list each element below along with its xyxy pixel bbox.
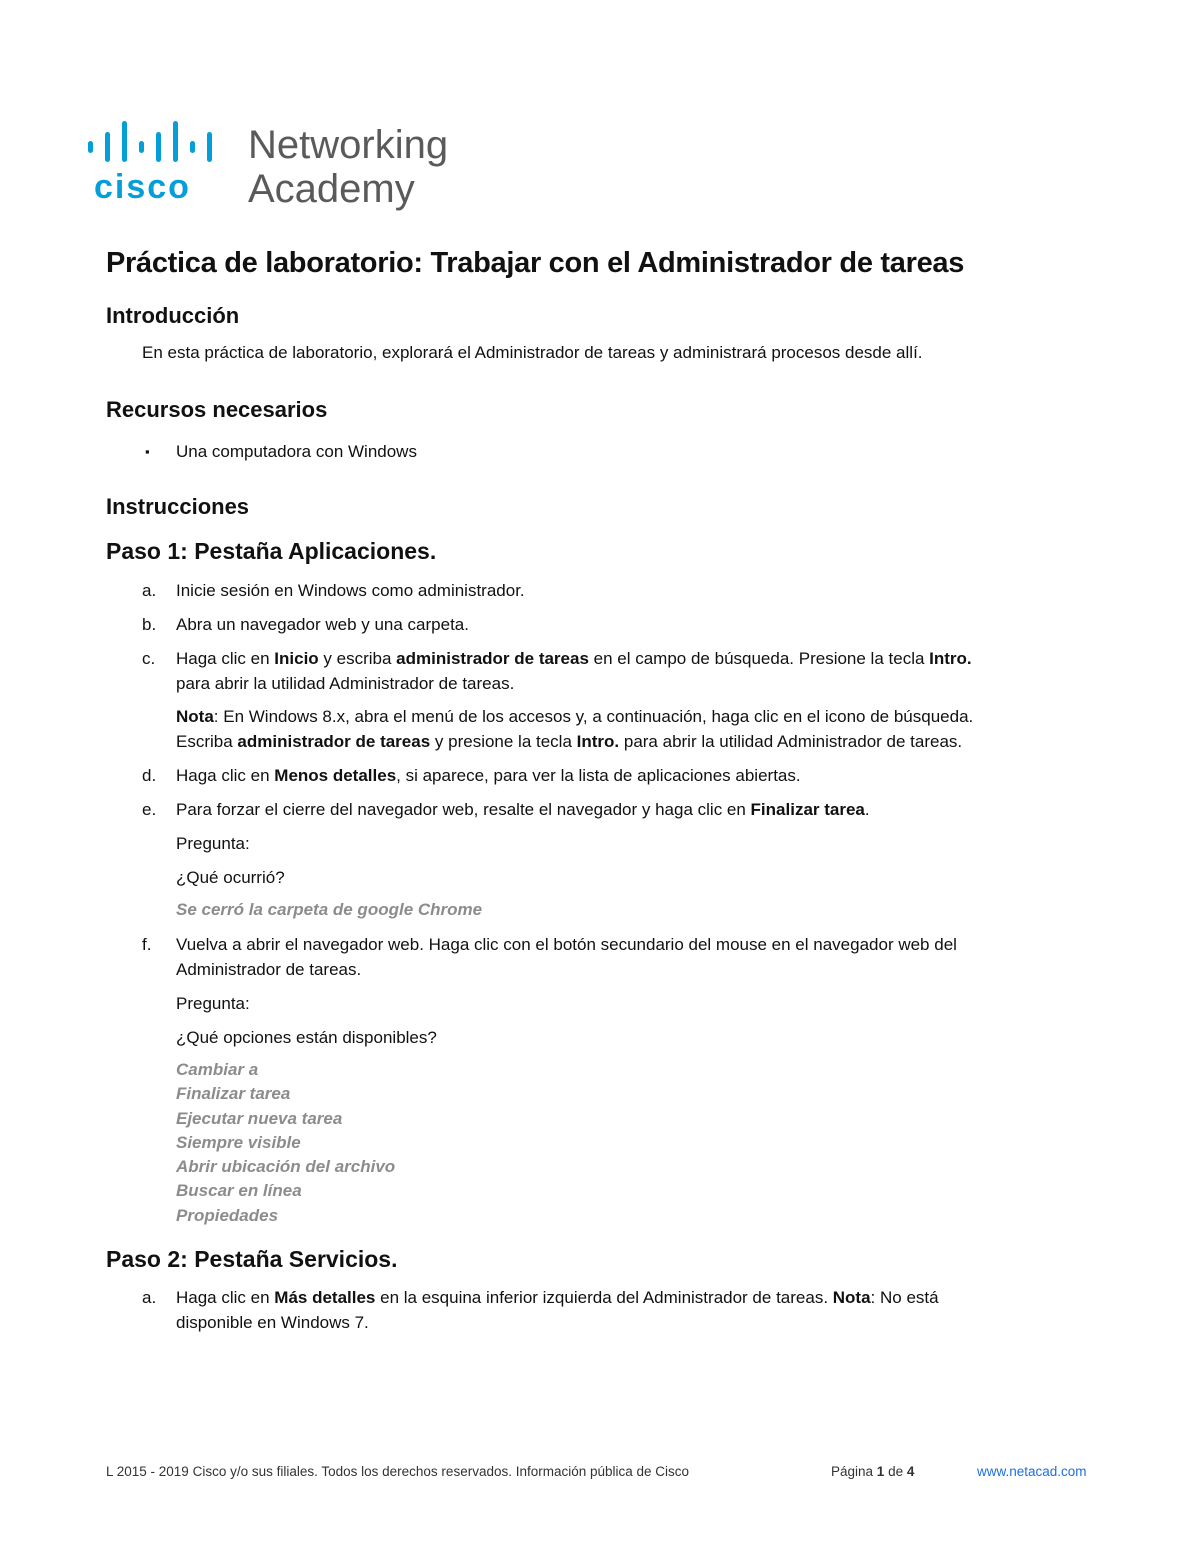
step1-e-marker: e.	[142, 800, 157, 819]
step1-heading: Paso 1: Pestaña Aplicaciones.	[106, 538, 437, 564]
step1-f-question: ¿Qué opciones están disponibles?	[176, 1028, 437, 1047]
step1-f-answers	[176, 1058, 395, 1228]
cisco-networking-academy-logo	[86, 118, 476, 213]
answer-item: Ejecutar nueva tarea	[176, 1108, 343, 1128]
resource-item: Una computadora con Windows	[176, 442, 417, 461]
step2-a-marker: a.	[142, 1288, 157, 1307]
step2-a-text: Haga clic en Más detalles en la esquina inferior izquierda del Administrador de tareas. Nota: No está disponible en Windows 7.	[176, 1288, 939, 1332]
cisco-bars	[88, 121, 212, 162]
step1-d-marker: d.	[142, 766, 157, 785]
answer-item: Siempre visible	[176, 1132, 301, 1152]
step1-e-question-label: Pregunta:	[176, 834, 250, 853]
step1-b-marker: b.	[142, 615, 157, 634]
logo-line-networking: Networking	[248, 123, 449, 167]
footer-copyright: L 2015 - 2019 Cisco y/o sus filiales. Todos los derechos reservados. Información pública de Cisco	[106, 1464, 690, 1479]
answer-item: Finalizar tarea	[176, 1084, 291, 1104]
answer-item: Abrir ubicación del archivo	[176, 1157, 396, 1177]
step1-f-question-label: Pregunta:	[176, 994, 250, 1013]
footer-link[interactable]: www.netacad.com	[977, 1464, 1087, 1479]
step1-e-text: Para forzar el cierre del navegador web, resalte el navegador y haga clic en Finalizar tarea.	[176, 800, 870, 819]
step1-f-marker: f.	[142, 935, 152, 954]
step1-d-text: Haga clic en Menos detalles, si aparece, para ver la lista de aplicaciones abiertas.	[176, 766, 801, 785]
step1-c-note: Nota: En Windows 8.x, abra el menú de los accesos y, a continuación, haga clic en el icono de búsqueda. Escriba administrador de tareas y presione la tecla Intro. para abrir la utilidad Administrador de tareas.	[176, 707, 974, 751]
step1-c-text: Haga clic en Inicio y escriba administrador de tareas en el campo de búsqueda. Presione la tecla Intro. para abrir la utilidad Administrador de tareas.	[176, 649, 972, 693]
bullet-icon: ▪	[145, 444, 150, 459]
step1-f-text: Vuelva a abrir el navegador web. Haga clic con el botón secundario del mouse en el navegador web del Administrador de tareas.	[176, 935, 957, 979]
logo-line-academy: Academy	[248, 167, 415, 211]
document-title: Práctica de laboratorio: Trabajar con el Administrador de tareas	[106, 247, 965, 279]
instructions-heading: Instrucciones	[106, 494, 250, 519]
step1-b-text: Abra un navegador web y una carpeta.	[176, 615, 469, 634]
cisco-bridge-icon	[86, 118, 476, 213]
answer-item: Cambiar a	[176, 1060, 259, 1079]
step1-e-question: ¿Qué ocurrió?	[176, 868, 285, 887]
footer-page-number: Página 1 de 4	[831, 1464, 915, 1479]
step1-a-marker: a.	[142, 581, 157, 600]
resources-heading: Recursos necesarios	[106, 397, 328, 422]
intro-heading: Introducción	[106, 303, 240, 328]
intro-text: En esta práctica de laboratorio, explorará el Administrador de tareas y administrará procesos desde allí.	[142, 343, 923, 362]
step2-heading: Paso 2: Pestaña Servicios.	[106, 1246, 398, 1272]
step1-e-answer: Se cerró la carpeta de google Chrome	[176, 900, 483, 919]
answer-item: Buscar en línea	[176, 1181, 302, 1201]
step1-c-marker: c.	[142, 649, 156, 668]
step1-a-text: Inicie sesión en Windows como administrador.	[176, 581, 525, 600]
answer-item: Propiedades	[176, 1205, 279, 1225]
cisco-wordmark: cisco	[94, 168, 191, 206]
